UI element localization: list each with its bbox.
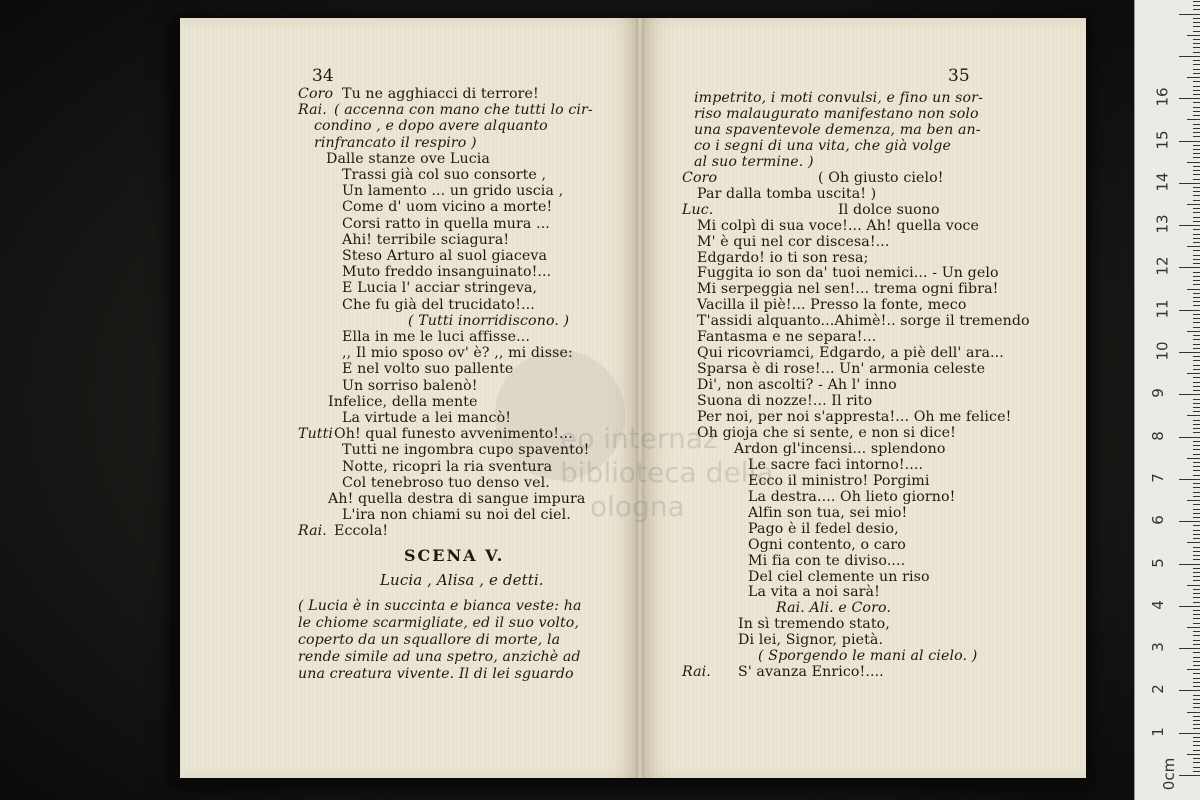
ruler-tick <box>1187 289 1200 290</box>
ruler-tick <box>1193 217 1200 218</box>
ruler-number: 8 <box>1148 430 1167 441</box>
verse-line: Ah! quella destra di sangue impura <box>328 491 586 507</box>
ruler-tick <box>1193 94 1200 95</box>
ruler-tick <box>1179 521 1200 522</box>
ruler-tick <box>1193 335 1200 336</box>
ruler-tick <box>1187 204 1200 205</box>
ruler-tick <box>1193 534 1200 535</box>
stage-direction-line: ( Lucia è in succinta e bianca veste: ha <box>298 598 582 614</box>
ruler-tick <box>1193 318 1200 319</box>
verse-line: La destra.... Oh lieto giorno! <box>748 488 956 505</box>
ruler-tick <box>1193 614 1200 615</box>
verse-line: Eccola! <box>334 523 389 540</box>
ruler-tick <box>1187 585 1200 586</box>
ruler-tick <box>1179 310 1200 311</box>
ruler-tick <box>1193 513 1200 514</box>
verse-line: ( accenna con mano che tutti lo cir- <box>334 102 593 119</box>
ruler-tick <box>1193 597 1200 598</box>
ruler-tick <box>1193 81 1200 82</box>
ruler-tick <box>1193 407 1200 408</box>
ruler-tick <box>1193 69 1200 70</box>
ruler-tick <box>1193 724 1200 725</box>
ruler-tick <box>1193 344 1200 345</box>
ruler-tick <box>1193 445 1200 446</box>
ruler-tick <box>1193 26 1200 27</box>
verse-line: Le sacre faci intorno!.... <box>748 456 924 473</box>
ruler-number: 9 <box>1148 388 1167 399</box>
ruler-tick <box>1193 124 1200 125</box>
ruler-tick <box>1187 119 1200 120</box>
ruler-number: 13 <box>1153 214 1172 234</box>
ruler-tick <box>1193 737 1200 738</box>
ruler-tick <box>1193 707 1200 708</box>
ruler-tick <box>1187 712 1200 713</box>
verse-line: Suona di nozze!... Il rito <box>697 393 873 410</box>
ruler-tick <box>1193 509 1200 510</box>
ruler-number: 1 <box>1148 726 1167 737</box>
verse-line: una spaventevole demenza, ma ben an- <box>694 121 981 138</box>
ruler-tick <box>1193 424 1200 425</box>
ruler-tick <box>1193 441 1200 442</box>
ruler-tick <box>1179 564 1200 565</box>
ruler-tick <box>1193 420 1200 421</box>
ruler-tick <box>1193 390 1200 391</box>
verse-line: In sì tremendo stato, <box>738 616 890 633</box>
ruler-tick <box>1193 64 1200 65</box>
ruler-tick <box>1193 745 1200 746</box>
ruler-tick <box>1193 153 1200 154</box>
ruler-tick <box>1179 690 1200 691</box>
ruler-tick <box>1193 572 1200 573</box>
watermark-line: ologna <box>590 490 685 523</box>
ruler-number: 11 <box>1153 299 1172 319</box>
verse-line: Vacilla il piè!... Presso la fonte, meco <box>697 297 967 314</box>
ruler-tick <box>1193 136 1200 137</box>
ruler-tick <box>1193 454 1200 455</box>
ruler-tick <box>1179 352 1200 353</box>
verse-line: al suo termine. ) <box>694 153 814 170</box>
verse-line: Un lamento ... un grido uscia , <box>342 183 564 200</box>
scene-title: SCENA V. <box>404 546 505 565</box>
ruler-tick <box>1179 14 1200 15</box>
ruler-tick <box>1193 644 1200 645</box>
verse-line: T'assidi alquanto...Ahimè!.. sorge il tremendo <box>697 313 1030 330</box>
ruler-tick <box>1193 462 1200 463</box>
ruler-tick <box>1179 267 1200 268</box>
verse-line: Par dalla tomba uscita! ) <box>697 185 877 202</box>
ruler-tick <box>1193 187 1200 188</box>
ruler-tick <box>1193 678 1200 679</box>
verse-line: La virtude a lei mancò! <box>342 410 512 426</box>
ruler-tick <box>1193 695 1200 696</box>
ruler-tick <box>1193 284 1200 285</box>
ruler-tick <box>1193 411 1200 412</box>
verse-line: Di lei, Signor, pietà. <box>738 632 884 649</box>
watermark-line: eo internaz <box>560 422 718 455</box>
ruler-tick <box>1193 635 1200 636</box>
ruler-tick <box>1193 403 1200 404</box>
ruler-tick <box>1193 272 1200 273</box>
ruler-tick <box>1179 394 1200 395</box>
ruler-tick <box>1193 157 1200 158</box>
verse-line: Dalle stanze ove Lucia <box>326 150 490 167</box>
scene-cast: Lucia , Alisa , e detti. <box>380 571 544 589</box>
ruler-tick <box>1179 479 1200 480</box>
ruler-tick <box>1193 657 1200 658</box>
ruler-tick <box>1193 602 1200 603</box>
ruler-tick <box>1179 648 1200 649</box>
ruler-tick <box>1193 39 1200 40</box>
ruler-tick <box>1193 517 1200 518</box>
ruler-number: 2 <box>1148 684 1167 695</box>
ruler-tick <box>1193 589 1200 590</box>
ruler-tick <box>1179 56 1200 57</box>
verse-line: ( Tutti inorridiscono. ) <box>408 312 570 329</box>
ruler-tick <box>1193 483 1200 484</box>
ruler-tick <box>1187 77 1200 78</box>
verse-line: impetrito, i moti convulsi, e fino un sor- <box>694 90 983 106</box>
ruler-tick <box>1193 699 1200 700</box>
verse-line: Per noi, per noi s'appresta!... Oh me felice! <box>697 409 1012 425</box>
ruler-tick <box>1193 238 1200 239</box>
ruler-number: 5 <box>1148 557 1167 568</box>
ruler-tick <box>1193 128 1200 129</box>
verse-line: Pago è il fedel desio, <box>748 520 899 537</box>
verse-line: Oh gioja che si sente, e non si dice! <box>697 424 956 441</box>
ruler-number: 15 <box>1153 129 1172 150</box>
ruler-tick <box>1187 500 1200 501</box>
verse-line: Ogni contento, o caro <box>748 536 906 553</box>
ruler-number: 12 <box>1153 256 1172 276</box>
verse-line: Che fu già del trucidato!... <box>342 296 535 313</box>
verse-line: Muto freddo insanguinato!... <box>342 264 552 281</box>
ruler-tick <box>1193 208 1200 209</box>
ruler-tick <box>1193 107 1200 108</box>
ruler-tick <box>1193 22 1200 23</box>
verse-line: S' avanza Enrico!.... <box>738 664 884 681</box>
verse-line: Trassi già col suo consorte , <box>342 167 547 183</box>
ruler-tick <box>1179 437 1200 438</box>
ruler-tick <box>1193 665 1200 666</box>
ruler-tick <box>1193 263 1200 264</box>
ruler-tick <box>1179 98 1200 99</box>
stage-direction-line: coperto da un squallore di morte, la <box>298 632 561 648</box>
ruler-tick <box>1193 399 1200 400</box>
verse-line: Fuggita io son da' tuoi nemici... - Un gelo <box>697 265 999 282</box>
ruler-tick <box>1193 166 1200 167</box>
ruler-tick <box>1193 297 1200 298</box>
ruler-tick <box>1193 551 1200 552</box>
ruler-tick <box>1193 568 1200 569</box>
ruler-tick <box>1193 555 1200 556</box>
verse-line: Steso Arturo al suol giaceva <box>342 248 548 264</box>
ruler-tick <box>1187 246 1200 247</box>
ruler-tick <box>1187 373 1200 374</box>
verse-line: Mi fia con te diviso.... <box>748 552 906 569</box>
verse-line: condino , e dopo avere alquanto <box>314 118 548 135</box>
verse-line: Ella in me le luci affisse... <box>342 329 530 345</box>
ruler-tick <box>1193 234 1200 235</box>
verse-line: ( Sporgendo le mani al cielo. ) <box>758 648 978 665</box>
ruler-tick <box>1193 115 1200 116</box>
verse-line: rinfrancato il respiro ) <box>314 134 477 151</box>
ruler-tick <box>1193 525 1200 526</box>
verse-line: E nel volto suo pallente <box>342 361 514 378</box>
ruler-tick <box>1193 31 1200 32</box>
ruler-tick <box>1193 132 1200 133</box>
speaker-label: Rai. <box>682 664 711 681</box>
ruler-tick <box>1193 673 1200 674</box>
ruler-number: 0cm <box>1160 757 1179 791</box>
ruler-tick <box>1193 9 1200 10</box>
ruler-tick <box>1193 145 1200 146</box>
ruler-tick <box>1193 322 1200 323</box>
verse-line: Ardon gl'incensi... splendono <box>734 440 946 457</box>
ruler-tick <box>1193 661 1200 662</box>
ruler-tick <box>1193 449 1200 450</box>
ruler-tick <box>1193 640 1200 641</box>
verse-line: Notte, ricopri la ria sventura <box>342 458 553 475</box>
ruler-tick <box>1193 487 1200 488</box>
ruler-number: 14 <box>1153 172 1172 192</box>
verse-line: Col tenebroso tuo denso vel. <box>342 474 550 491</box>
verse-line: M' è qui nel cor discesa!... <box>697 233 890 250</box>
speaker-label: Rai. <box>298 523 327 540</box>
ruler-tick <box>1193 73 1200 74</box>
verse-line: Come d' uom vicino a morte! <box>342 199 553 216</box>
verse-line: E Lucia l' acciar stringeva, <box>342 280 538 297</box>
ruler-tick <box>1193 580 1200 581</box>
ruler-tick <box>1193 504 1200 505</box>
stage-direction-line: una creatura vivente. Il di lei sguardo <box>298 666 574 682</box>
ruler-tick <box>1179 225 1200 226</box>
ruler-tick <box>1193 1 1200 2</box>
verse-line: Alfin son tua, sei mio! <box>748 504 908 521</box>
ruler-tick <box>1193 365 1200 366</box>
book-gutter <box>636 18 644 778</box>
ruler-tick <box>1193 559 1200 560</box>
ruler-tick <box>1193 593 1200 594</box>
ruler-tick <box>1193 369 1200 370</box>
verse-line: L'ira non chiami su noi del ciel. <box>342 507 571 524</box>
ruler-tick <box>1187 331 1200 332</box>
ruler-tick <box>1179 606 1200 607</box>
verse-line: Qui ricovriamci, Edgardo, a piè dell' ara... <box>697 345 1004 362</box>
ruler-tick <box>1193 111 1200 112</box>
ruler-tick <box>1193 547 1200 548</box>
ruler-tick <box>1193 250 1200 251</box>
ruler-tick <box>1193 576 1200 577</box>
ruler-tick <box>1179 775 1200 776</box>
verse-line: Infelice, della mente <box>328 393 478 410</box>
ruler-tick <box>1193 60 1200 61</box>
ruler-tick <box>1193 179 1200 180</box>
verse-line: Oh! qual funesto avvenimento!... <box>334 426 573 443</box>
verse-line: Ecco il ministro! Porgimi <box>748 472 930 489</box>
ruler-tick <box>1187 415 1200 416</box>
speaker-label: Tutti <box>298 426 334 443</box>
verse-line: Del ciel clemente un riso <box>748 568 930 585</box>
ruler-tick <box>1193 191 1200 192</box>
ruler-tick <box>1193 305 1200 306</box>
verse-line: Corsi ratto in quella mura ... <box>342 215 550 232</box>
verse-line: Fantasma e ne separa!... <box>697 329 877 346</box>
ruler-tick <box>1187 162 1200 163</box>
verse-line: Rai. Ali. e Coro. <box>776 600 891 617</box>
ruler-tick <box>1193 255 1200 256</box>
verse-line: Mi serpeggia nel sen!... trema ogni fibra! <box>697 281 999 298</box>
ruler-tick <box>1193 762 1200 763</box>
ruler-tick <box>1193 259 1200 260</box>
ruler-tick <box>1193 428 1200 429</box>
ruler-tick <box>1193 200 1200 201</box>
verse-line: ,, Il mio sposo ov' è? ,, mi disse: <box>342 345 573 362</box>
ruler-tick <box>1179 141 1200 142</box>
ruler-tick <box>1193 339 1200 340</box>
ruler-tick <box>1193 356 1200 357</box>
verse-line: Di', non ascolti? - Ah l' inno <box>697 377 897 394</box>
ruler-tick <box>1193 170 1200 171</box>
ruler-tick <box>1193 47 1200 48</box>
ruler-number: 10 <box>1153 341 1172 361</box>
ruler-tick <box>1193 631 1200 632</box>
ruler-tick <box>1179 183 1200 184</box>
ruler-tick <box>1193 623 1200 624</box>
verse-line: ( Oh giusto cielo! <box>818 169 944 186</box>
ruler-tick <box>1187 35 1200 36</box>
measuring-ruler <box>1134 0 1200 800</box>
speaker-label: Coro <box>298 86 334 102</box>
ruler-tick <box>1193 86 1200 87</box>
ruler-tick <box>1193 382 1200 383</box>
ruler-tick <box>1193 475 1200 476</box>
speaker-label: Coro <box>682 169 718 186</box>
ruler-tick <box>1193 360 1200 361</box>
ruler-tick <box>1193 229 1200 230</box>
stage-direction-line: rende simile ad una spetro, anzichè ad <box>298 649 581 665</box>
verse-line: riso malaugurato manifestano non solo <box>694 105 979 122</box>
verse-line: Edgardo! io ti son resa; <box>697 249 869 266</box>
ruler-tick <box>1193 293 1200 294</box>
ruler-tick <box>1193 703 1200 704</box>
verse-line: Il dolce suono <box>838 201 940 218</box>
ruler-tick <box>1193 5 1200 6</box>
ruler-tick <box>1193 242 1200 243</box>
ruler-tick <box>1193 221 1200 222</box>
page-number-right: 35 <box>948 66 970 86</box>
ruler-tick <box>1193 377 1200 378</box>
ruler-tick <box>1187 458 1200 459</box>
ruler-tick <box>1179 733 1200 734</box>
ruler-tick <box>1193 492 1200 493</box>
verse-line: La vita a noi sarà! <box>748 584 880 601</box>
ruler-tick <box>1193 301 1200 302</box>
ruler-tick <box>1193 280 1200 281</box>
ruler-tick <box>1193 767 1200 768</box>
ruler-tick <box>1193 386 1200 387</box>
ruler-tick <box>1193 686 1200 687</box>
ruler-tick <box>1193 102 1200 103</box>
page-number-left: 34 <box>312 66 334 86</box>
ruler-tick <box>1193 610 1200 611</box>
ruler-tick <box>1193 716 1200 717</box>
ruler-tick <box>1193 496 1200 497</box>
ruler-tick <box>1193 276 1200 277</box>
verse-line: Ahi! terribile sciagura! <box>342 231 510 248</box>
watermark-line: biblioteca della <box>560 456 774 489</box>
verse-line: Tu ne agghiacci di terrore! <box>342 86 539 102</box>
verse-line: Sparsa è di rose!... Un' armonia celeste <box>697 361 986 378</box>
ruler-tick <box>1193 530 1200 531</box>
ruler-tick <box>1193 149 1200 150</box>
ruler-tick <box>1187 542 1200 543</box>
ruler-tick <box>1193 314 1200 315</box>
ruler-tick <box>1193 741 1200 742</box>
speaker-label: Luc. <box>682 201 714 218</box>
ruler-tick <box>1193 432 1200 433</box>
ruler-number: 4 <box>1148 600 1167 610</box>
ruler-tick <box>1193 470 1200 471</box>
stage-direction-line: le chiome scarmigliate, ed il suo volto, <box>298 615 580 631</box>
ruler-tick <box>1193 652 1200 653</box>
ruler-tick <box>1193 720 1200 721</box>
ruler-number: 6 <box>1148 515 1167 525</box>
verse-line: Mi colpì di sua voce!... Ah! quella voce <box>697 217 980 234</box>
ruler-tick <box>1193 43 1200 44</box>
ruler-tick <box>1193 728 1200 729</box>
ruler-tick <box>1187 669 1200 670</box>
ruler-tick <box>1193 327 1200 328</box>
ruler-tick <box>1193 758 1200 759</box>
verse-line: Tutti ne ingombra cupo spavento! <box>342 442 590 459</box>
ruler-number: 3 <box>1148 642 1167 652</box>
verse-line: co i segni di una vita, che già volge <box>694 137 951 154</box>
ruler-tick <box>1193 618 1200 619</box>
ruler-tick <box>1187 627 1200 628</box>
ruler-tick <box>1193 52 1200 53</box>
ruler-number: 16 <box>1153 87 1172 107</box>
ruler-tick <box>1193 466 1200 467</box>
ruler-tick <box>1193 771 1200 772</box>
ruler-tick <box>1193 682 1200 683</box>
verse-line: Un sorriso balenò! <box>342 377 478 394</box>
ruler-tick <box>1193 18 1200 19</box>
ruler-tick <box>1193 538 1200 539</box>
ruler-tick <box>1193 195 1200 196</box>
ruler-tick <box>1193 90 1200 91</box>
ruler-tick <box>1193 348 1200 349</box>
ruler-tick <box>1193 212 1200 213</box>
speaker-label: Rai. <box>298 102 327 119</box>
ruler-number: 7 <box>1148 473 1167 483</box>
ruler-tick <box>1193 750 1200 751</box>
ruler-tick <box>1193 174 1200 175</box>
ruler-tick <box>1187 754 1200 755</box>
